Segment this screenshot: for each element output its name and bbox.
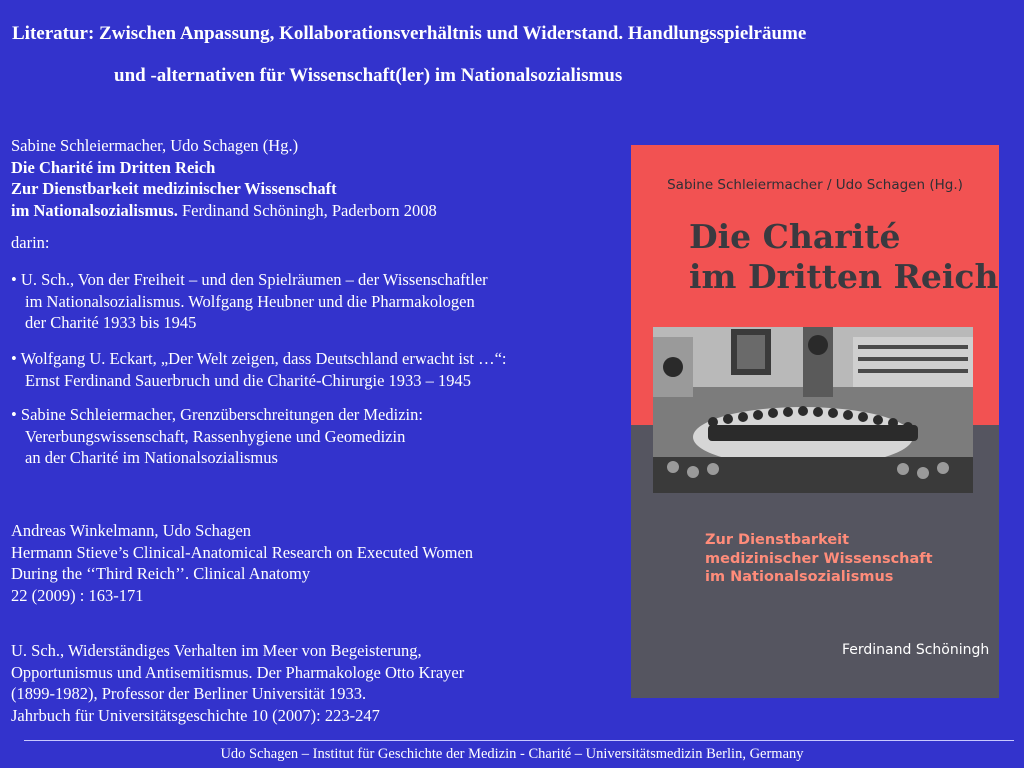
article-reference-winkelmann bbox=[11, 520, 621, 606]
darin-label: darin: bbox=[11, 233, 50, 252]
ref3-line3: (1899-1982), Professor der Berliner Universität 1933. bbox=[11, 684, 367, 703]
chapter-item bbox=[11, 269, 621, 334]
book-cover-image bbox=[631, 145, 999, 698]
book1-editors: Sabine Schleiermacher, Udo Schagen (Hg.) bbox=[11, 136, 299, 155]
article-reference-krayer bbox=[11, 640, 621, 726]
slide-title-line1: Literatur: Zwischen Anpassung, Kollaborationsverhältnis und Widerstand. Handlungsspielräume bbox=[12, 23, 807, 44]
cover-title-line2: im Dritten Reich bbox=[689, 257, 999, 296]
ref2-line1: Andreas Winkelmann, Udo Schagen bbox=[11, 521, 252, 540]
slide-title-line2: und -alternativen für Wissenschaft(ler) im Nationalsozialismus bbox=[114, 65, 623, 86]
cover-subtitle-line3: im Nationalsozialismus bbox=[705, 569, 894, 585]
chapter-item-line3: an der Charité im Nationalsozialismus bbox=[25, 448, 278, 467]
chapter-item-line3: der Charité 1933 bis 1945 bbox=[25, 313, 197, 332]
ref3-line4: Jahrbuch für Universitätsgeschichte 10 (2007): 223-247 bbox=[11, 705, 380, 725]
book1-title-line3-bold: im Nationalsozialismus. bbox=[11, 200, 178, 220]
chapter-item-line1: • Sabine Schleiermacher, Grenzüberschreitungen der Medizin: bbox=[11, 405, 423, 424]
cover-subtitle-line2: medizinischer Wissenschaft bbox=[705, 550, 933, 567]
cover-subtitle bbox=[705, 531, 995, 587]
book1-title-line1: Die Charité im Dritten Reich bbox=[11, 157, 216, 177]
cover-subtitle-line1: Zur Dienstbarkeit bbox=[705, 532, 850, 548]
footer-credit: Udo Schagen – Institut für Geschichte der Medizin - Charité – Universitätsmedizin Berlin, Germany bbox=[220, 746, 804, 762]
book1-title-line2: Zur Dienstbarkeit medizinischer Wissenschaft bbox=[11, 179, 337, 198]
ref3-line1: U. Sch., Widerständiges Verhalten im Meer von Begeisterung, bbox=[11, 641, 422, 660]
chapter-item-line1: • Wolfgang U. Eckart, „Der Welt zeigen, dass Deutschland erwacht ist …“: bbox=[11, 349, 507, 368]
cover-title bbox=[689, 217, 999, 297]
ref2-line2: Hermann Stieve’s Clinical-Anatomical Research on Executed Women bbox=[11, 542, 474, 562]
footer-divider bbox=[24, 740, 1014, 741]
ref2-line3: During the ‘‘Third Reich’’. Clinical Anatomy bbox=[11, 564, 311, 583]
cover-title-line1: Die Charité bbox=[689, 217, 901, 256]
auditorium-photo-illustration bbox=[653, 327, 973, 493]
cover-publisher: Ferdinand Schöningh bbox=[842, 642, 990, 658]
cover-authors: Sabine Schleiermacher / Udo Schagen (Hg.) bbox=[667, 177, 963, 193]
ref3-line2: Opportunismus und Antisemitismus. Der Pharmakologe Otto Krayer bbox=[11, 662, 465, 682]
chapter-item-line2: Ernst Ferdinand Sauerbruch und die Charité-Chirurgie 1933 – 1945 bbox=[25, 370, 472, 390]
chapter-item-line2: im Nationalsozialismus. Wolfgang Heubner und die Pharmakologen bbox=[25, 291, 475, 311]
chapter-item bbox=[11, 404, 621, 469]
ref2-line4: 22 (2009) : 163-171 bbox=[11, 585, 144, 605]
book1-reference bbox=[11, 135, 621, 221]
cover-historical-photo bbox=[653, 327, 973, 493]
book1-title-line3 bbox=[11, 200, 621, 222]
chapter-item-line2: Vererbungswissenschaft, Rassenhygiene und Geomedizin bbox=[25, 426, 406, 446]
chapter-item-line1: • U. Sch., Von der Freiheit – und den Spielräumen – der Wissenschaftler bbox=[11, 270, 488, 289]
chapter-item bbox=[11, 348, 621, 391]
book1-publisher-info: Ferdinand Schöningh, Paderborn 2008 bbox=[177, 200, 437, 220]
